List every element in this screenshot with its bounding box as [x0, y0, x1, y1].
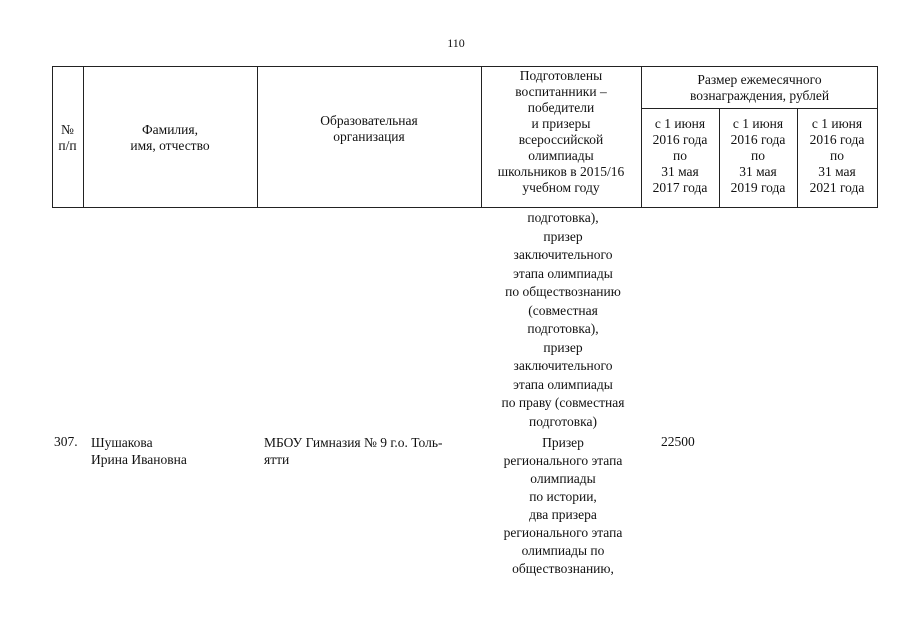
header-bottom-border — [52, 207, 878, 208]
row-number: 307. — [54, 434, 78, 449]
row-full-name: Шушакова Ирина Ивановна — [91, 435, 187, 467]
header-name: Фамилия, имя, отчество — [130, 122, 210, 153]
award-subheader-border — [641, 108, 878, 109]
header-number: № п/п — [58, 122, 77, 153]
previous-entry-continuation: подготовка), призер заключительного этапа олимпиады по обществознанию (совместная подготовка), призер заключительного этапа олимпиады по праву (совместная подготовка) — [501, 210, 625, 429]
row-achievements: Призер регионального этапа олимпиады по истории, два призера регионального этапа олимпиады по обществознанию, — [503, 435, 623, 576]
row-organization: МБОУ Гимназия № 9 г.о. Толь- ятти — [264, 435, 443, 467]
header-top-border — [52, 66, 878, 67]
table-header — [52, 66, 878, 208]
page-number: 110 — [447, 36, 465, 50]
header-prepared-winners: Подготовлены воспитанники – победители и призеры всероссийской олимпиады школьников в 2015/16 учебном году — [497, 68, 625, 195]
header-period-2019: с 1 июня 2016 года по 31 мая 2019 года — [730, 116, 786, 195]
header-organization: Образовательная организация — [320, 113, 418, 144]
header-award: Размер ежемесячного вознаграждения, рублей — [689, 72, 830, 103]
header-period-2017: с 1 июня 2016 года по 31 мая 2017 года — [652, 116, 708, 195]
row-award-amount: 22500 — [661, 434, 695, 449]
header-period-2021: с 1 июня 2016 года по 31 мая 2021 года — [809, 116, 865, 195]
